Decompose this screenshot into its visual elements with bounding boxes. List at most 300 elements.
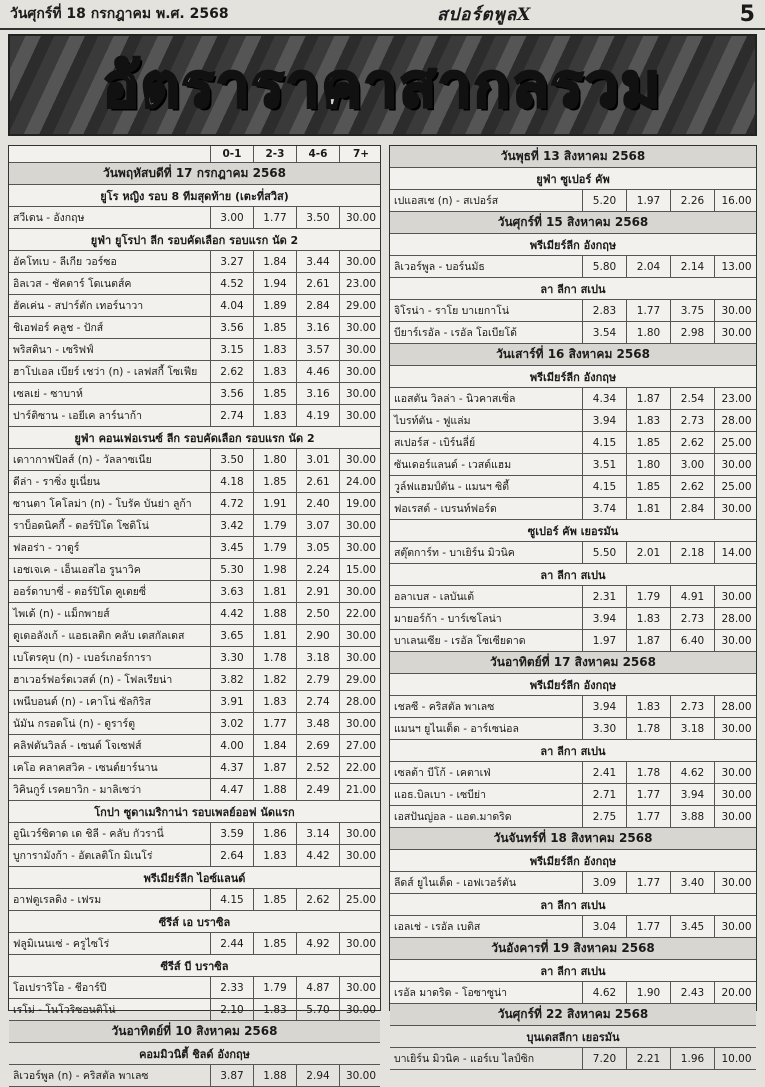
odds-value: 2.73 bbox=[670, 608, 714, 629]
odds-value: 22.00 bbox=[339, 757, 382, 778]
odds-value: 4.00 bbox=[210, 735, 253, 756]
odds-value: 1.83 bbox=[626, 696, 670, 717]
match-teams: ซานตา โคโลม่า (n) - โบรัค บันย่า ลูก้า bbox=[13, 498, 192, 510]
league-header: พรีเมียร์ลีก อังกฤษ bbox=[390, 366, 756, 388]
odds-value: 2.62 bbox=[670, 476, 714, 497]
day-header: วันจันทร์ที่ 18 สิงหาคม 2568 bbox=[390, 828, 756, 850]
odds-value: 2.62 bbox=[670, 432, 714, 453]
odds-value: 30.00 bbox=[339, 823, 382, 844]
odds-value: 1.84 bbox=[253, 251, 296, 272]
odds-value: 1.83 bbox=[626, 410, 670, 431]
right-rows bbox=[390, 146, 756, 1070]
match-teams: เปแอสเช (n) - สเปอร์ส bbox=[394, 195, 499, 207]
odds-value: 30.00 bbox=[339, 339, 382, 360]
odds-value: 1.89 bbox=[253, 295, 296, 316]
odds-value: 1.88 bbox=[253, 1065, 296, 1086]
match-row bbox=[390, 256, 756, 278]
odds-value: 2.84 bbox=[670, 498, 714, 519]
day-header: วันศุกร์ที่ 15 สิงหาคม 2568 bbox=[390, 212, 756, 234]
odds-value: 1.85 bbox=[626, 432, 670, 453]
odds-value: 3.01 bbox=[296, 449, 339, 470]
odds-value: 2.94 bbox=[296, 1065, 339, 1086]
match-row bbox=[9, 735, 380, 757]
match-teams: ซันเดอร์แลนด์ - เวสต์แฮม bbox=[394, 459, 512, 471]
odds-value: 3.50 bbox=[296, 207, 339, 228]
odds-value: 1.81 bbox=[626, 498, 670, 519]
match-row bbox=[390, 762, 756, 784]
match-row bbox=[9, 713, 380, 735]
odds-value: 30.00 bbox=[714, 872, 758, 893]
odds-value: 4.19 bbox=[296, 405, 339, 426]
odds-value: 30.00 bbox=[714, 498, 758, 519]
odds-value: 30.00 bbox=[339, 405, 382, 426]
odds-value: 2.62 bbox=[296, 889, 339, 910]
match-row bbox=[9, 383, 380, 405]
odds-value: 1.85 bbox=[253, 933, 296, 954]
odds-value: 2.14 bbox=[670, 256, 714, 277]
odds-value: 3.44 bbox=[296, 251, 339, 272]
match-row bbox=[9, 207, 380, 229]
odds-value: 14.00 bbox=[714, 542, 758, 563]
match-row bbox=[390, 476, 756, 498]
odds-value: 7.20 bbox=[582, 1048, 626, 1069]
odds-value: 3.09 bbox=[582, 872, 626, 893]
odds-value: 1.77 bbox=[253, 713, 296, 734]
odds-value: 2.31 bbox=[582, 586, 626, 607]
odds-value: 2.52 bbox=[296, 757, 339, 778]
match-row bbox=[390, 982, 756, 1004]
odds-value: 28.00 bbox=[714, 696, 758, 717]
match-row bbox=[390, 916, 756, 938]
match-row bbox=[390, 322, 756, 344]
odds-value: 1.81 bbox=[253, 581, 296, 602]
match-teams: ลีดส์ ยูไนเต็ด - เอฟเวอร์ตัน bbox=[394, 877, 517, 889]
odds-value: 23.00 bbox=[714, 388, 758, 409]
match-teams: เพนีบอนต์ (n) - เคาโน่ ซัลกิริส bbox=[13, 696, 151, 708]
odds-value: 2.62 bbox=[210, 361, 253, 382]
league-header: ยูฟ่า ยูโรปา ลีก รอบคัดเลือก รอบแรก นัด 2 bbox=[9, 229, 380, 251]
odds-value: 2.44 bbox=[210, 933, 253, 954]
odds-value: 3.94 bbox=[582, 696, 626, 717]
league-header: โกปา ซูดาเมริกาน่า รอบเพลย์ออฟ นัดแรก bbox=[9, 801, 380, 823]
odds-value: 20.00 bbox=[714, 982, 758, 1003]
league-header: บุนเดสลีกา เยอรมัน bbox=[390, 1026, 756, 1048]
odds-value: 3.56 bbox=[210, 317, 253, 338]
odds-value: 5.50 bbox=[582, 542, 626, 563]
match-teams: อิลเวส - ชัคตาร์ โดเนตส์ค bbox=[13, 278, 132, 290]
odds-value: 4.62 bbox=[582, 982, 626, 1003]
odds-value: 30.00 bbox=[714, 322, 758, 343]
match-row bbox=[9, 933, 380, 955]
odds-value: 5.70 bbox=[296, 999, 339, 1020]
match-row bbox=[9, 647, 380, 669]
column-header-blank bbox=[9, 146, 210, 162]
odds-value: 30.00 bbox=[339, 537, 382, 558]
odds-value: 2.43 bbox=[670, 982, 714, 1003]
match-row bbox=[390, 542, 756, 564]
match-teams: อาฟตูเรลดิง - เฟรม bbox=[13, 894, 102, 906]
day-header: วันเสาร์ที่ 16 สิงหาคม 2568 bbox=[390, 344, 756, 366]
league-header: ซีรีส์ เอ บราซิล bbox=[9, 911, 380, 933]
odds-value: 1.88 bbox=[253, 779, 296, 800]
odds-value: 30.00 bbox=[339, 251, 382, 272]
page-header bbox=[0, 0, 765, 30]
odds-value: 1.83 bbox=[253, 361, 296, 382]
odds-value: 30.00 bbox=[339, 625, 382, 646]
odds-value: 30.00 bbox=[339, 207, 382, 228]
match-row bbox=[9, 493, 380, 515]
odds-value: 4.15 bbox=[210, 889, 253, 910]
odds-value: 1.87 bbox=[626, 388, 670, 409]
league-header: พรีเมียร์ลีก อังกฤษ bbox=[390, 674, 756, 696]
odds-value: 24.00 bbox=[339, 471, 382, 492]
match-teams: เอชเจเค - เอ็นเอสไอ รูนาวิค bbox=[13, 564, 141, 576]
odds-value: 1.87 bbox=[626, 630, 670, 651]
odds-value: 3.87 bbox=[210, 1065, 253, 1086]
odds-value: 2.01 bbox=[626, 542, 670, 563]
odds-value: 1.88 bbox=[253, 603, 296, 624]
odds-value: 2.54 bbox=[670, 388, 714, 409]
odds-value: 30.00 bbox=[714, 454, 758, 475]
odds-value: 5.30 bbox=[210, 559, 253, 580]
match-teams: อลาเบส - เลบันเต้ bbox=[394, 591, 475, 603]
odds-value: 3.88 bbox=[670, 806, 714, 827]
odds-value: 1.78 bbox=[626, 718, 670, 739]
odds-value: 30.00 bbox=[339, 515, 382, 536]
match-teams: บาเยิร์น มิวนิค - แอร์เบ ไลป์ซิก bbox=[394, 1053, 535, 1065]
odds-value: 1.85 bbox=[253, 383, 296, 404]
odds-value: 2.24 bbox=[296, 559, 339, 580]
match-teams: เซลต้า บีโก้ - เคตาเฟ่ bbox=[394, 767, 491, 779]
match-teams: เบโตรคุบ (n) - เบอร์เกอร์การา bbox=[13, 652, 152, 664]
odds-value: 21.00 bbox=[339, 779, 382, 800]
odds-value: 2.04 bbox=[626, 256, 670, 277]
odds-table-left bbox=[8, 145, 381, 1082]
match-row bbox=[9, 889, 380, 911]
odds-value: 30.00 bbox=[339, 317, 382, 338]
odds-value: 27.00 bbox=[339, 735, 382, 756]
match-row bbox=[390, 1048, 756, 1070]
odds-value: 2.10 bbox=[210, 999, 253, 1020]
odds-value: 1.83 bbox=[626, 608, 670, 629]
odds-value: 1.83 bbox=[253, 405, 296, 426]
odds-value: 1.77 bbox=[626, 916, 670, 937]
odds-value: 1.85 bbox=[626, 476, 670, 497]
odds-value: 30.00 bbox=[714, 630, 758, 651]
odds-value: 2.74 bbox=[296, 691, 339, 712]
match-teams: ไบรท์ตัน - ฟูแล่ม bbox=[394, 415, 471, 427]
odds-value: 1.96 bbox=[670, 1048, 714, 1069]
odds-value: 30.00 bbox=[714, 806, 758, 827]
day-header: วันศุกร์ที่ 22 สิงหาคม 2568 bbox=[390, 1004, 756, 1026]
odds-value: 30.00 bbox=[714, 784, 758, 805]
odds-value: 3.30 bbox=[210, 647, 253, 668]
odds-value: 1.84 bbox=[253, 735, 296, 756]
odds-value: 4.87 bbox=[296, 977, 339, 998]
match-teams: ชิเอฟอร์ คลูช - ปักส์ bbox=[13, 322, 104, 334]
odds-value: 1.90 bbox=[626, 982, 670, 1003]
odds-value: 3.57 bbox=[296, 339, 339, 360]
match-row bbox=[390, 454, 756, 476]
odds-value: 13.00 bbox=[714, 256, 758, 277]
match-row bbox=[390, 696, 756, 718]
odds-value: 3.45 bbox=[210, 537, 253, 558]
page-number: 5 bbox=[739, 1, 755, 27]
issue-date: วันศุกร์ที่ 18 กรกฎาคม พ.ศ. 2568 bbox=[10, 6, 229, 22]
odds-value: 3.02 bbox=[210, 713, 253, 734]
match-teams: เรอัล มาดริด - โอซาซูน่า bbox=[394, 987, 508, 999]
odds-value: 4.62 bbox=[670, 762, 714, 783]
match-teams: เชลซี - คริสตัล พาเลซ bbox=[394, 701, 495, 713]
match-teams: สเปอร์ส - เบิร์นลี่ย์ bbox=[394, 437, 476, 449]
odds-value: 1.97 bbox=[626, 190, 670, 211]
league-header: ลา ลีกา สเปน bbox=[390, 960, 756, 982]
match-teams: อัคโทเบ - ลีเกีย วอร์ซอ bbox=[13, 256, 117, 268]
day-header: วันอังคารที่ 19 สิงหาคม 2568 bbox=[390, 938, 756, 960]
odds-value: 29.00 bbox=[339, 669, 382, 690]
odds-value: 6.40 bbox=[670, 630, 714, 651]
odds-value: 2.69 bbox=[296, 735, 339, 756]
league-header: ซีรีส์ บี บราซิล bbox=[9, 955, 380, 977]
match-teams: ไพเด้ (n) - แม็กพายส์ bbox=[13, 608, 110, 620]
odds-value: 4.34 bbox=[582, 388, 626, 409]
odds-value: 3.05 bbox=[296, 537, 339, 558]
match-teams: เดาากาฟปิลส์ (n) - วัลลาซเนีย bbox=[13, 454, 152, 466]
odds-value: 1.80 bbox=[253, 449, 296, 470]
odds-value: 3.74 bbox=[582, 498, 626, 519]
match-teams: บูการามังก้า - อัตเลติโก มิเนโร่ bbox=[13, 850, 153, 862]
odds-value: 3.00 bbox=[210, 207, 253, 228]
odds-value: 30.00 bbox=[339, 999, 382, 1020]
left-rows bbox=[9, 163, 380, 1087]
odds-value: 30.00 bbox=[714, 300, 758, 321]
odds-value: 1.83 bbox=[253, 845, 296, 866]
match-row bbox=[9, 669, 380, 691]
match-teams: เอลเช่ - เรอัล เบติส bbox=[394, 921, 481, 933]
match-teams: ปาร์ติซาน - เอยีเค ลาร์นาก้า bbox=[13, 410, 142, 422]
odds-value: 30.00 bbox=[339, 977, 382, 998]
odds-value: 3.82 bbox=[210, 669, 253, 690]
match-teams: อูนิเวร์ซิดาด เด ชิลี - คลับ กัวรานี่ bbox=[13, 828, 164, 840]
odds-value: 3.07 bbox=[296, 515, 339, 536]
match-teams: แอธ.บิลเบา - เซบีย่า bbox=[394, 789, 486, 801]
league-header: ซูเปอร์ คัพ เยอรมัน bbox=[390, 520, 756, 542]
match-row bbox=[9, 273, 380, 295]
match-teams: นัมัน กรอดโน่ (n) - ดูราร์ตู bbox=[13, 718, 136, 730]
match-row bbox=[9, 691, 380, 713]
match-row bbox=[390, 586, 756, 608]
match-row bbox=[390, 630, 756, 652]
odds-value: 4.92 bbox=[296, 933, 339, 954]
odds-value: 2.61 bbox=[296, 471, 339, 492]
match-teams: พริสตินา - เซริฟฟ์ bbox=[13, 344, 94, 356]
odds-value: 3.45 bbox=[670, 916, 714, 937]
match-teams: เรโม่ - โนโวริซอนติโน่ bbox=[13, 1004, 116, 1016]
odds-value: 1.79 bbox=[626, 586, 670, 607]
match-row bbox=[9, 537, 380, 559]
match-teams: เคโอ คลาคสวิค - เซนต์ยาร์นาน bbox=[13, 762, 158, 774]
league-header: ลา ลีกา สเปน bbox=[390, 278, 756, 300]
odds-value: 3.27 bbox=[210, 251, 253, 272]
match-teams: คลิฟตันวิลล์ - เซนต์ โจเซฟส์ bbox=[13, 740, 142, 752]
odds-value: 4.42 bbox=[210, 603, 253, 624]
odds-value: 1.77 bbox=[626, 300, 670, 321]
match-teams: แอสตัน วิลล่า - นิวคาสเซิ่ล bbox=[394, 393, 516, 405]
odds-value: 1.79 bbox=[253, 537, 296, 558]
match-teams: ดีล่า - ราซิ่ง ยูเนี่ยน bbox=[13, 476, 100, 488]
odds-value: 30.00 bbox=[714, 586, 758, 607]
odds-value: 1.97 bbox=[582, 630, 626, 651]
odds-value: 4.37 bbox=[210, 757, 253, 778]
odds-value: 1.80 bbox=[626, 322, 670, 343]
odds-value: 1.78 bbox=[253, 647, 296, 668]
odds-value: 1.77 bbox=[253, 207, 296, 228]
match-row bbox=[390, 388, 756, 410]
odds-value: 25.00 bbox=[714, 476, 758, 497]
odds-value: 4.18 bbox=[210, 471, 253, 492]
odds-value: 22.00 bbox=[339, 603, 382, 624]
league-header: คอมมิวนิตี้ ชิลด์ อังกฤษ bbox=[9, 1043, 380, 1065]
match-row bbox=[9, 295, 380, 317]
day-header: วันพฤหัสบดีที่ 17 กรกฎาคม 2568 bbox=[9, 163, 380, 185]
odds-value: 3.16 bbox=[296, 317, 339, 338]
odds-column-header bbox=[9, 146, 380, 163]
league-header: ยูโร หญิง รอบ 8 ทีมสุดท้าย (เตะที่สวิส) bbox=[9, 185, 380, 207]
match-teams: ราบ็อดนิคกี้ - ดอร์ปิโด โซดิโน่ bbox=[13, 520, 149, 532]
odds-value: 1.79 bbox=[253, 977, 296, 998]
match-row bbox=[9, 361, 380, 383]
odds-value: 3.63 bbox=[210, 581, 253, 602]
odds-value: 3.51 bbox=[582, 454, 626, 475]
odds-value: 3.59 bbox=[210, 823, 253, 844]
match-teams: ฮัคเค่น - สปาร์ตัก เทอร์นาวา bbox=[13, 300, 144, 312]
match-row bbox=[9, 405, 380, 427]
match-row bbox=[9, 977, 380, 999]
match-row bbox=[390, 784, 756, 806]
odds-value: 1.81 bbox=[253, 625, 296, 646]
odds-value: 19.00 bbox=[339, 493, 382, 514]
odds-value: 2.73 bbox=[670, 410, 714, 431]
odds-value: 25.00 bbox=[714, 432, 758, 453]
odds-value: 1.83 bbox=[253, 339, 296, 360]
odds-value: 1.98 bbox=[253, 559, 296, 580]
odds-value: 1.94 bbox=[253, 273, 296, 294]
odds-value: 30.00 bbox=[339, 845, 382, 866]
league-header: ลา ลีกา สเปน bbox=[390, 564, 756, 586]
odds-value: 3.15 bbox=[210, 339, 253, 360]
match-row bbox=[9, 559, 380, 581]
match-teams: สวีเดน - อังกฤษ bbox=[13, 212, 85, 224]
match-teams: จิโรน่า - ราโย บาเยกาโน่ bbox=[394, 305, 510, 317]
odds-value: 30.00 bbox=[339, 647, 382, 668]
column-header-0-1: 0-1 bbox=[210, 146, 253, 162]
odds-value: 4.72 bbox=[210, 493, 253, 514]
odds-value: 10.00 bbox=[714, 1048, 758, 1069]
odds-value: 30.00 bbox=[714, 718, 758, 739]
league-header: ยูฟ่า ซูเปอร์ คัพ bbox=[390, 168, 756, 190]
odds-value: 3.94 bbox=[582, 608, 626, 629]
match-row bbox=[9, 515, 380, 537]
odds-value: 30.00 bbox=[339, 713, 382, 734]
odds-value: 2.61 bbox=[296, 273, 339, 294]
match-row bbox=[390, 432, 756, 454]
odds-value: 16.00 bbox=[714, 190, 758, 211]
odds-value: 2.40 bbox=[296, 493, 339, 514]
odds-value: 2.50 bbox=[296, 603, 339, 624]
odds-value: 1.91 bbox=[253, 493, 296, 514]
odds-value: 1.79 bbox=[253, 515, 296, 536]
odds-value: 29.00 bbox=[339, 295, 382, 316]
column-header-7-plus: 7+ bbox=[339, 146, 382, 162]
odds-value: 1.85 bbox=[253, 317, 296, 338]
odds-value: 25.00 bbox=[339, 889, 382, 910]
odds-value: 1.85 bbox=[253, 471, 296, 492]
odds-value: 3.04 bbox=[582, 916, 626, 937]
match-row bbox=[9, 625, 380, 647]
match-teams: วิคินกูร์ เรคยาวิก - มาลิเซว่า bbox=[13, 784, 142, 796]
odds-value: 3.50 bbox=[210, 449, 253, 470]
match-row bbox=[9, 757, 380, 779]
odds-value: 3.94 bbox=[582, 410, 626, 431]
odds-value: 15.00 bbox=[339, 559, 382, 580]
odds-value: 1.78 bbox=[626, 762, 670, 783]
odds-value: 3.16 bbox=[296, 383, 339, 404]
odds-value: 30.00 bbox=[339, 383, 382, 404]
match-row bbox=[9, 581, 380, 603]
league-header: ลา ลีกา สเปน bbox=[390, 740, 756, 762]
odds-value: 3.00 bbox=[670, 454, 714, 475]
odds-value: 30.00 bbox=[339, 1065, 382, 1086]
column-header-2-3: 2-3 bbox=[253, 146, 296, 162]
odds-value: 3.42 bbox=[210, 515, 253, 536]
title-banner bbox=[8, 34, 757, 136]
odds-value: 1.83 bbox=[253, 999, 296, 1020]
odds-value: 30.00 bbox=[339, 449, 382, 470]
odds-value: 1.77 bbox=[626, 806, 670, 827]
match-row bbox=[9, 999, 380, 1021]
odds-value: 3.54 bbox=[582, 322, 626, 343]
match-row bbox=[9, 317, 380, 339]
match-teams: ฟอเรสต์ - เบรนท์ฟอร์ด bbox=[394, 503, 497, 515]
match-row bbox=[9, 779, 380, 801]
match-teams: ลิเวอร์พูล - บอร์นมัธ bbox=[394, 261, 485, 273]
odds-value: 1.86 bbox=[253, 823, 296, 844]
match-teams: ดูเดอลังเก้ - แอธเลติก คลับ เดสกัลเดส bbox=[13, 630, 185, 642]
odds-value: 28.00 bbox=[714, 608, 758, 629]
odds-value: 30.00 bbox=[714, 762, 758, 783]
odds-value: 2.71 bbox=[582, 784, 626, 805]
league-header: พรีเมียร์ลีก อังกฤษ bbox=[390, 234, 756, 256]
odds-value: 2.73 bbox=[670, 696, 714, 717]
match-teams: วูล์ฟแฮมป์ตัน - แมนฯ ซิตี้ bbox=[394, 481, 510, 493]
odds-value: 2.74 bbox=[210, 405, 253, 426]
odds-value: 3.65 bbox=[210, 625, 253, 646]
odds-value: 30.00 bbox=[339, 933, 382, 954]
odds-value: 1.80 bbox=[626, 454, 670, 475]
match-teams: สตุ๊ตการ์ท - บาเยิร์น มิวนิค bbox=[394, 547, 515, 559]
odds-value: 4.42 bbox=[296, 845, 339, 866]
day-header: วันพุธที่ 13 สิงหาคม 2568 bbox=[390, 146, 756, 168]
odds-value: 28.00 bbox=[714, 410, 758, 431]
odds-value: 2.91 bbox=[296, 581, 339, 602]
match-row bbox=[9, 449, 380, 471]
odds-value: 2.64 bbox=[210, 845, 253, 866]
day-header: วันอาทิตย์ที่ 17 สิงหาคม 2568 bbox=[390, 652, 756, 674]
odds-value: 4.91 bbox=[670, 586, 714, 607]
match-row bbox=[390, 190, 756, 212]
odds-value: 4.15 bbox=[582, 432, 626, 453]
odds-value: 2.84 bbox=[296, 295, 339, 316]
